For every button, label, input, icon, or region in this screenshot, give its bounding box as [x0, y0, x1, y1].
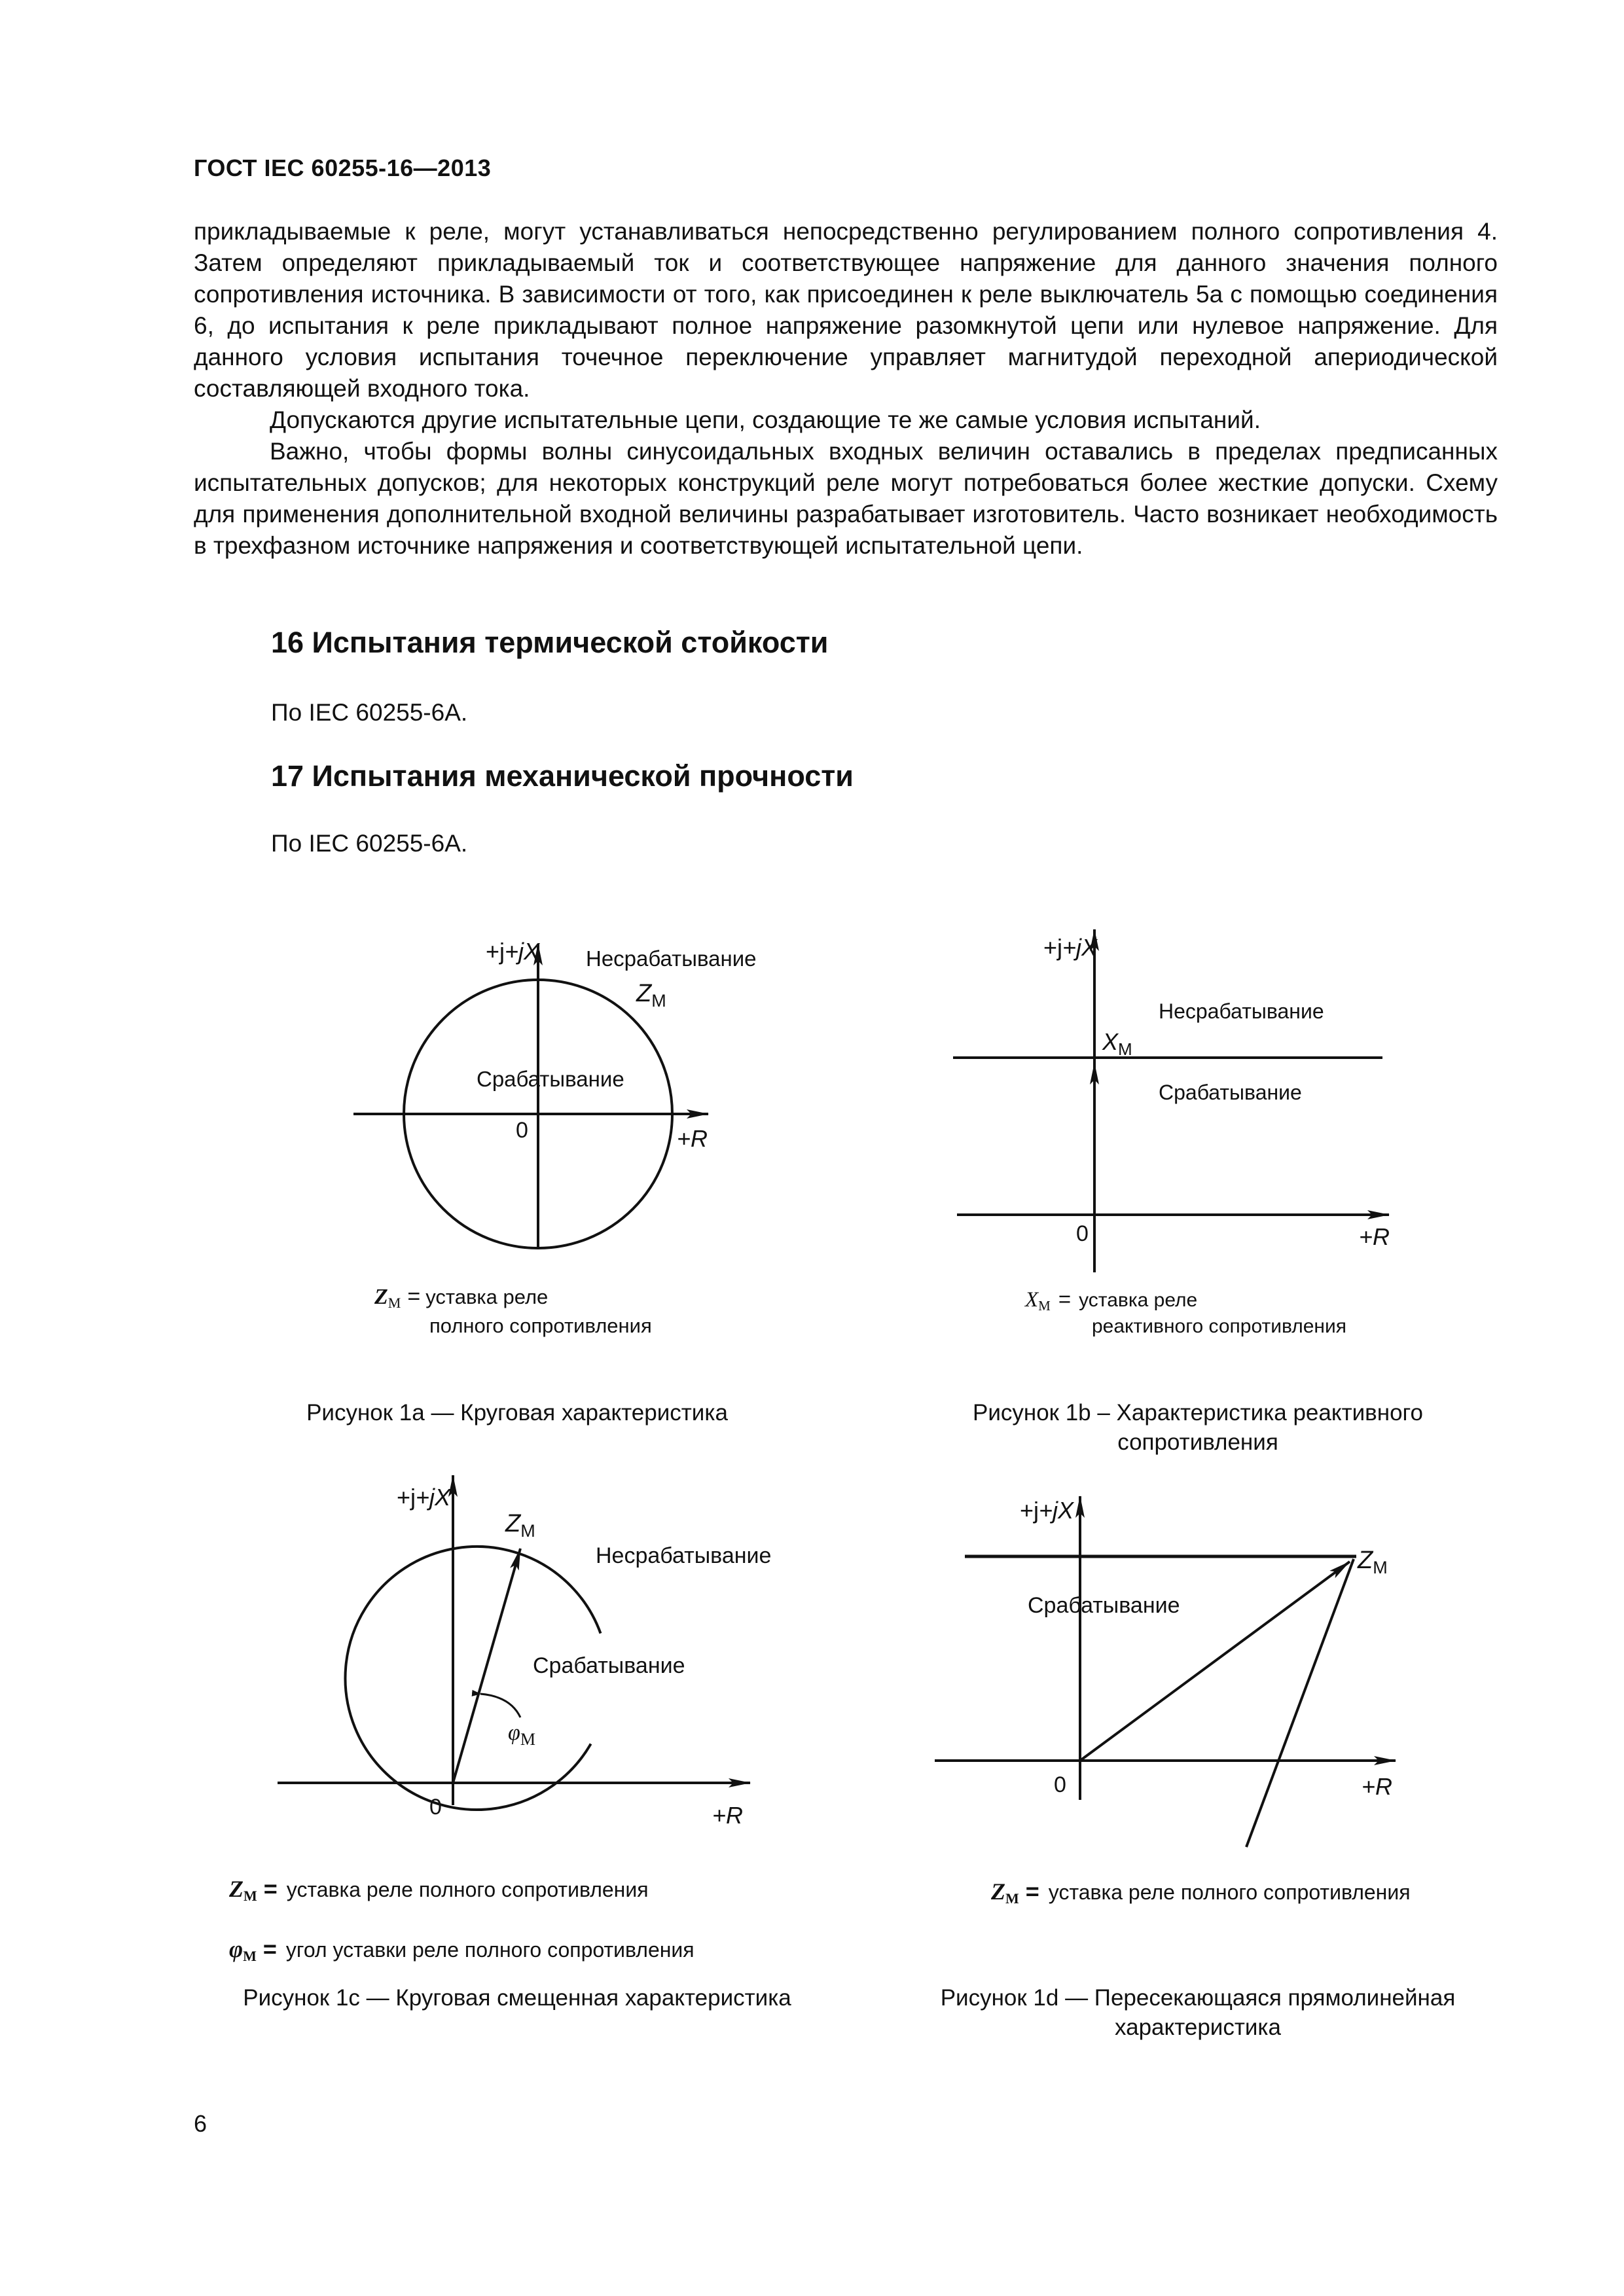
- page-number: 6: [194, 2110, 208, 2137]
- legend-line-2: реактивного сопротивления: [1092, 1316, 1346, 1337]
- paragraph: Важно, чтобы формы волны синусоидальных входных величин оставались в пределах предписанных испытательных допусков; для некоторых конструкций реле могут потребоваться более жесткие допуски. Схему для применения дополнительной входной величины разрабатывает изготовитель. Часто возникает необходимость в трехфазном источнике напряжения и соответствующей испытательной цепи.: [194, 438, 1498, 559]
- section-heading-16: 16 Испытания термической стойкости: [271, 626, 829, 659]
- jx-axis-label: +j+jX: [1020, 1497, 1074, 1524]
- caption-line: Рисунок 1d — Пересекающаяся прямолинейная: [940, 1985, 1456, 2011]
- r-axis-label: +R: [1362, 1773, 1393, 1800]
- directional-line: [1246, 1559, 1354, 1847]
- figure-1c-caption: Рисунок 1с — Круговая смещенная характеристика: [243, 1985, 791, 2011]
- figure-1d-caption: [890, 1983, 1506, 2042]
- origin-label: 0: [1076, 1221, 1089, 1246]
- paragraph: прикладываемые к реле, могут устанавливаться непосредственно регулированием полного сопротивления 4. Затем определяют прикладываемый ток и соответствующее напряжение для данного значения полного сопротивления источника. В зависимости от того, как присоединен к реле выключатель 5а с помощью соединения 6, до испытания к реле прикладывают полное напряжение разомкнутой цепи или нулевое напряжение. Для данного условия испытания точечное переключение управляет магнитудой переходной апериодической составляющей входного тока.: [194, 218, 1498, 402]
- figure-1d: [935, 1496, 1411, 1907]
- caption-line: характеристика: [1115, 2015, 1281, 2040]
- origin-label: 0: [1054, 1772, 1066, 1797]
- caption-line: сопротивления: [1117, 1429, 1278, 1455]
- r-axis-label: +R: [1359, 1223, 1390, 1250]
- legend-line: ZM = уставка реле полного сопротивления: [991, 1878, 1411, 1907]
- setting-label: $Z_M$: [1358, 1547, 1388, 1577]
- paragraph: Допускаются другие испытательные цепи, создающие те же самые условия испытаний.: [270, 406, 1261, 433]
- figure-1b: [953, 929, 1390, 1337]
- section-text-17: По IEC 60255-6А.: [271, 830, 468, 857]
- operate-zone-label: Срабатывание: [477, 1067, 624, 1091]
- operate-zone-label: Срабатывание: [533, 1653, 685, 1678]
- zm-vector: [1080, 1562, 1350, 1761]
- document-code-header: ГОСТ IEC 60255-16—2013: [194, 154, 492, 181]
- jx-axis-label: +j+jX: [1043, 934, 1098, 961]
- origin-label: 0: [516, 1118, 528, 1143]
- legend-line-1: XM = уставка реле: [1025, 1287, 1198, 1314]
- angle-label: $\varphi_M$: [508, 1721, 535, 1749]
- legend-line-2: φM = угол уставки реле полного сопротивления: [229, 1935, 695, 1964]
- non-operate-zone-label: Несрабатывание: [1159, 999, 1324, 1023]
- origin-label: 0: [429, 1795, 442, 1820]
- setting-label: $X_M$: [1102, 1028, 1132, 1059]
- zm-vector: [453, 1549, 520, 1783]
- r-axis-label: +R: [677, 1125, 708, 1152]
- caption-line: Рисунок 1b – Характеристика реактивного: [972, 1400, 1424, 1426]
- r-axis-label: +R: [712, 1802, 744, 1829]
- figure-1b-caption: [916, 1398, 1479, 1457]
- operate-zone-label: Срабатывание: [1028, 1593, 1180, 1618]
- figure-1a-caption: Рисунок 1а — Круговая характеристика: [306, 1400, 728, 1426]
- angle-arc: [480, 1694, 520, 1717]
- non-operate-zone-label: Несрабатывание: [586, 946, 757, 971]
- figure-1c: [228, 1475, 771, 1964]
- legend-line-2: полного сопротивления: [429, 1314, 652, 1337]
- jx-axis-label: +j+jX: [486, 938, 540, 965]
- jx-axis-label: +j+jX: [397, 1484, 451, 1511]
- legend-line-1: ZM = уставка реле: [374, 1284, 549, 1311]
- section-heading-17: 17 Испытания механической прочности: [271, 759, 854, 793]
- operate-zone-label: Срабатывание: [1159, 1081, 1302, 1104]
- setting-label: $Z_M$: [505, 1510, 535, 1541]
- legend-line-1: ZM = уставка реле полного сопротивления: [229, 1875, 649, 1904]
- non-operate-zone-label: Несрабатывание: [596, 1543, 772, 1568]
- section-text-16: По IEC 60255-6А.: [271, 699, 468, 726]
- setting-label: $Z_M$: [636, 980, 666, 1011]
- figure-1a: [353, 938, 757, 1337]
